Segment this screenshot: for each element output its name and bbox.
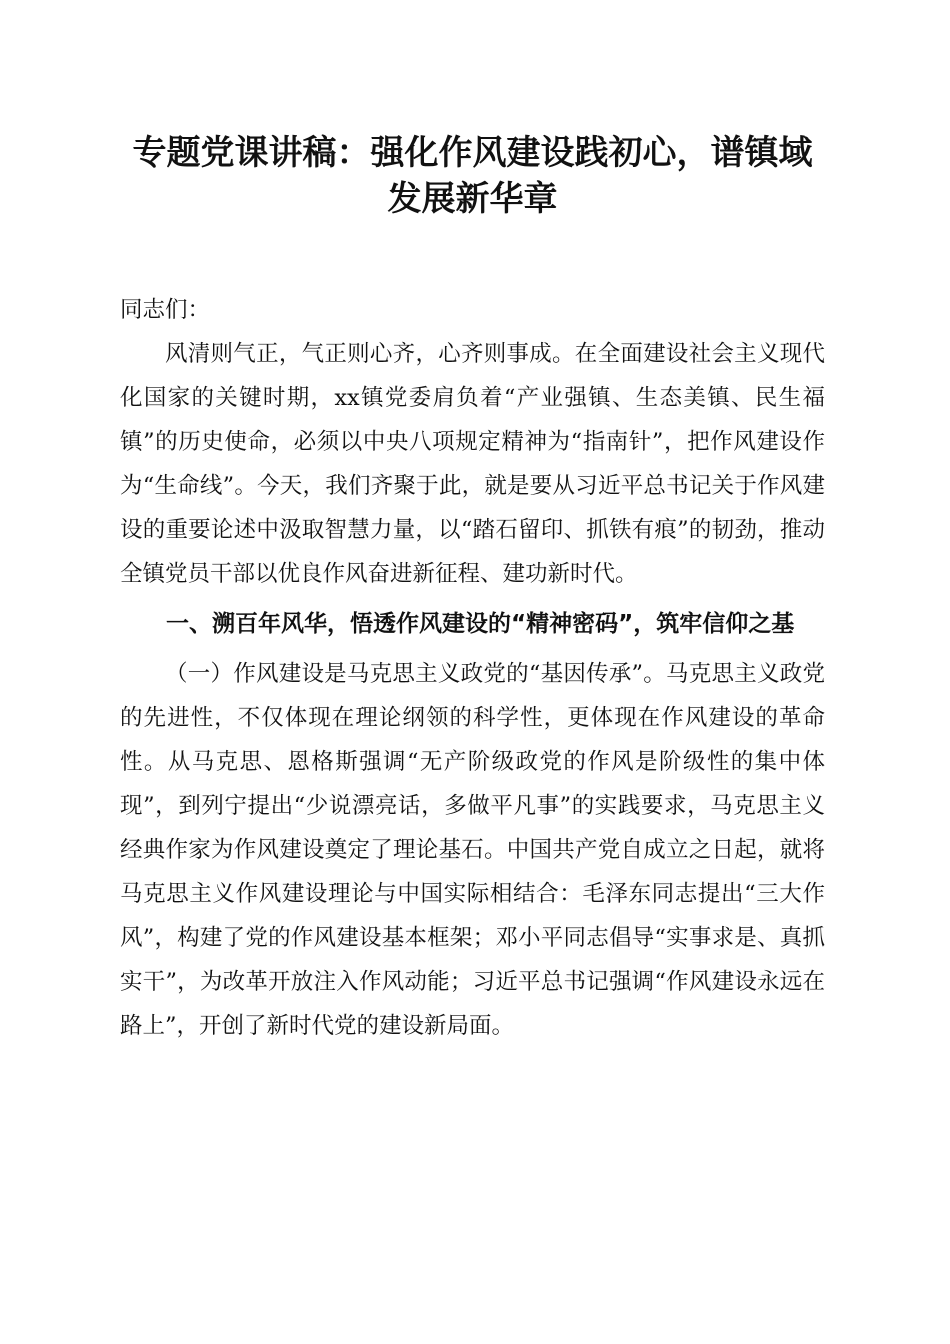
subsection-paragraph-1: （一）作风建设是马克思主义政党的“基因传承”。马克思主义政党的先进性，不仅体现在理论纲领的科学性，更体现在作风建设的革命性。从马克思、恩格斯强调“无产阶级政党的作风是阶级性的集中体现”，到列宁提出“少说漂亮话，多做平凡事”的实践要求，马克思主义经典作家为作风建设奠定了理论基石。中国共产党自成立之日起，就将马克思主义作风建设理论与中国实际相结合：毛泽东同志提出“三大作风”，构建了党的作风建设基本框架；邓小平同志倡导“实事求是、真抓实干”，为改革开放注入作风动能；习近平总书记强调“作风建设永远在路上”，开创了新时代党的建设新局面。 [120, 661, 825, 1039]
document-page [120, 130, 825, 1048]
intro-paragraph: 风清则气正，气正则心齐，心齐则事成。在全面建设社会主义现代化国家的关键时期，xx镇党委肩负着“产业强镇、生态美镇、民生福镇”的历史使命，必须以中央八项规定精神为“指南针”，把作风建设作为“生命线”。今天，我们齐聚于此，就是要从习近平总书记关于作风建设的重要论述中汲取智慧力量，以“踏石留印、抓铁有痕”的韧劲，推动全镇党员干部以优良作风奋进新征程、建功新时代。 [120, 341, 825, 587]
document-title: 专题党课讲稿：强化作风建设践初心，谱镇域发展新华章 [132, 133, 813, 219]
section-heading-1: 一、溯百年风华，悟透作风建设的“精神密码”，筑牢信仰之基 [166, 611, 795, 637]
greeting: 同志们： [120, 297, 211, 323]
